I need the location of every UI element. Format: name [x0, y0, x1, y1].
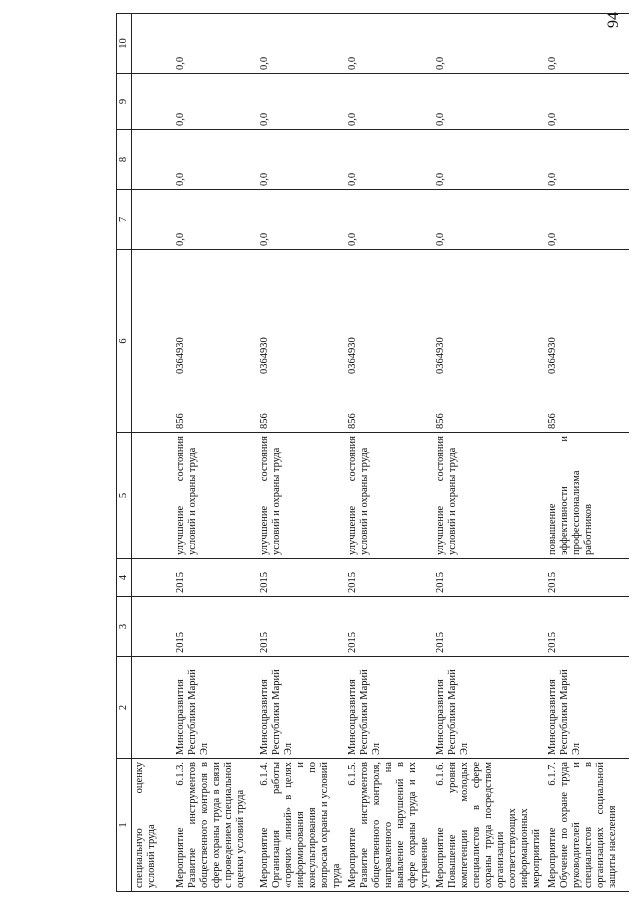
expected-result: улучшение состояния условий и охраны труда: [345, 433, 433, 559]
value-col9: 0,0: [345, 74, 433, 130]
value-col7: 0,0: [173, 190, 257, 250]
end-year: 2015: [545, 559, 629, 597]
executor: Минсоцразвития Республики Марий Эл: [545, 657, 629, 759]
table-row: [132, 14, 174, 892]
header-cell: 2: [117, 657, 132, 759]
table-row: [345, 14, 433, 892]
value-col10: 0,0: [545, 14, 629, 74]
code-grbs: 856: [547, 413, 558, 429]
budget-code: [433, 250, 545, 433]
value-col8: 0,0: [173, 130, 257, 190]
executor: Минсоцразвития Республики Марий Эл: [433, 657, 545, 759]
header-cell: 10: [117, 14, 132, 74]
measure-description: специальную оценку условий труда: [132, 759, 174, 892]
header-cell: 4: [117, 559, 132, 597]
value-col10: 0,0: [433, 14, 545, 74]
value-col9: 0,0: [257, 74, 345, 130]
value-col7: 0,0: [257, 190, 345, 250]
code-grbs: 856: [259, 413, 270, 429]
start-year: 2015: [345, 597, 433, 657]
start-year: 2015: [433, 597, 545, 657]
value-col8: 0,0: [545, 130, 629, 190]
table-row: [257, 14, 345, 892]
budget-code: [345, 250, 433, 433]
header-cell: 3: [117, 597, 132, 657]
header-cell: 6: [117, 250, 132, 433]
budget-code: [545, 250, 629, 433]
value-col8: 0,0: [345, 130, 433, 190]
value-col7: 0,0: [433, 190, 545, 250]
code-rzpr: 0364930: [347, 337, 358, 374]
value-col9: 0,0: [173, 74, 257, 130]
code-grbs: 856: [175, 413, 186, 429]
code-rzpr: 0364930: [175, 337, 186, 374]
header-cell: 7: [117, 190, 132, 250]
measure-description: Мероприятие 6.1.4. Организация работы «горячих линий» в целях информирования и консультирования по вопросам охраны и условий труда: [257, 759, 345, 892]
end-year: 2015: [433, 559, 545, 597]
value-col10: 0,0: [173, 14, 257, 74]
table-header: [117, 14, 132, 892]
end-year: 2015: [173, 559, 257, 597]
code-grbs: 856: [347, 413, 358, 429]
budget-code: [257, 250, 345, 433]
executor: Минсоцразвития Республики Марий Эл: [345, 657, 433, 759]
header-cell: 5: [117, 433, 132, 559]
page-number: 94: [605, 12, 622, 28]
executor: Минсоцразвития Республики Марий Эл: [173, 657, 257, 759]
header-cell: 9: [117, 74, 132, 130]
table-row: [545, 14, 629, 892]
code-rzpr: 0364930: [259, 337, 270, 374]
budget-code: [173, 250, 257, 433]
value-col9: 0,0: [433, 74, 545, 130]
header-cell: 8: [117, 130, 132, 190]
measure-description: Мероприятие 6.1.3. Развитие инструментов общественного контроля в сфере охраны труда в связи с проведением специальной оценки условий труда: [173, 759, 257, 892]
code-rzpr: 0364930: [435, 337, 446, 374]
expected-result: улучшение состояния условий и охраны труда: [257, 433, 345, 559]
measure-description: Мероприятие 6.1.7. Обучение по охране труда руководителей и специалистов в организациях социальной защиты населения: [545, 759, 629, 892]
program-measures-table: [116, 13, 629, 892]
header-cell: 1: [117, 759, 132, 892]
value-col10: 0,0: [257, 14, 345, 74]
code-grbs: 856: [435, 413, 446, 429]
expected-result: улучшение состояния условий и охраны труда: [433, 433, 545, 559]
start-year: 2015: [257, 597, 345, 657]
value-col8: 0,0: [433, 130, 545, 190]
value-col10: 0,0: [345, 14, 433, 74]
table-row: [433, 14, 545, 892]
value-col9: 0,0: [545, 74, 629, 130]
executor: Минсоцразвития Республики Марий Эл: [257, 657, 345, 759]
code-rzpr: 0364930: [547, 337, 558, 374]
value-col8: 0,0: [257, 130, 345, 190]
start-year: 2015: [173, 597, 257, 657]
value-col7: 0,0: [345, 190, 433, 250]
value-col7: 0,0: [545, 190, 629, 250]
expected-result: повышение эффективности и профессионализма работников: [545, 433, 629, 559]
measure-description: Мероприятие 6.1.6. Повышение уровня компетенции молодых специалистов в сфере охраны труда посредством организации соответствующих информационных мероприятий: [433, 759, 545, 892]
end-year: 2015: [257, 559, 345, 597]
end-year: 2015: [345, 559, 433, 597]
expected-result: улучшение состояния условий и охраны труда: [173, 433, 257, 559]
measure-description: Мероприятие 6.1.5. Развитие инструментов общественного контроля, направленного на выявление нарушений в сфере охраны труда и их устранение: [345, 759, 433, 892]
start-year: 2015: [545, 597, 629, 657]
table-row: [173, 14, 257, 892]
